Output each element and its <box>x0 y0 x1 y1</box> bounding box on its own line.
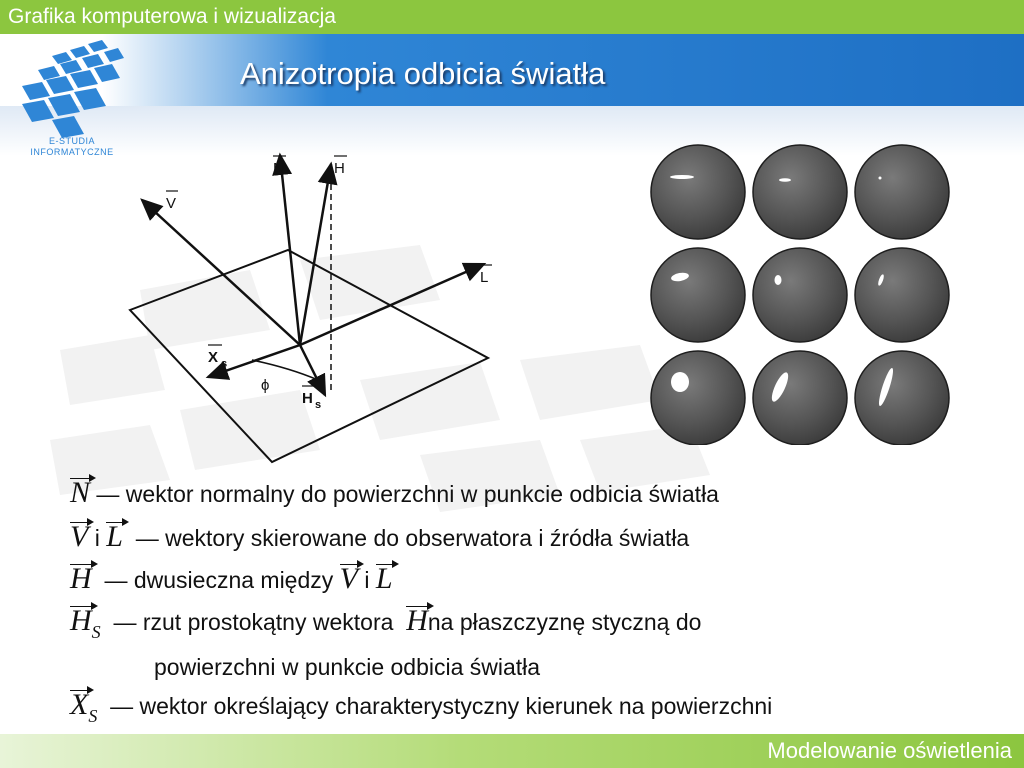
label-H: H <box>334 160 345 177</box>
definition-H <box>70 562 393 596</box>
sphere-3-3 <box>855 351 949 445</box>
label-V: V <box>166 195 177 212</box>
top-bar <box>0 0 1024 34</box>
normal-vector <box>280 155 300 345</box>
definition-N-text: — wektor normalny do powierzchni w punkcie odbicia światła <box>96 481 719 507</box>
sphere-2-3 <box>855 248 949 342</box>
definition-Hs-text2: na płaszczyznę styczną do <box>427 609 702 635</box>
symbol-H-2: H <box>406 604 428 637</box>
symbol-Xs-sub: S <box>88 706 98 726</box>
logo-line2: INFORMATYCZNE <box>30 147 114 157</box>
symbol-L: L <box>106 520 123 553</box>
logo-text <box>22 136 122 158</box>
conj-i-1: i <box>94 525 100 551</box>
tangent-plane <box>130 250 488 462</box>
label-Hs: H <box>302 390 313 407</box>
label-Xs-sub: s <box>221 358 228 370</box>
sphere-2-1 <box>651 248 745 342</box>
definition-Xs <box>70 688 772 727</box>
sphere-1-2 <box>753 145 847 239</box>
slide-title: Anizotropia odbicia światła <box>240 56 606 91</box>
highlight-1-2 <box>779 178 791 182</box>
symbol-N: N <box>70 476 91 509</box>
highlight-3-1 <box>671 372 689 392</box>
section-title: Modelowanie oświetlenia <box>767 738 1012 763</box>
symbol-V-2: V <box>339 562 358 595</box>
conj-i-2: i <box>364 567 370 593</box>
definition-Xs-text: — wektor określający charakterystyczny kierunek na powierzchni <box>110 693 773 719</box>
symbol-Hs: H <box>70 604 92 637</box>
sphere-1-3 <box>855 145 949 239</box>
definition-H-text: — dwusieczna między <box>104 567 334 593</box>
label-phi: ϕ <box>261 377 270 394</box>
definition-V-L-text: — wektory skierowane do obserwatora i źródła światła <box>135 525 690 551</box>
symbol-L-2: L <box>375 562 393 595</box>
symbol-Xs: X <box>70 688 89 721</box>
definition-Hs <box>70 604 701 643</box>
label-L: L <box>480 269 489 286</box>
label-Xs: X <box>208 349 219 366</box>
label-Hs-sub: s <box>315 399 322 411</box>
definition-N <box>70 476 719 510</box>
anisotropy-vector-diagram <box>120 140 500 470</box>
course-title: Grafika komputerowa i wizualizacja <box>8 5 336 28</box>
symbol-H: H <box>70 562 92 595</box>
logo-line1: E-STUDIA <box>48 136 95 146</box>
symbol-V: V <box>70 520 89 553</box>
highlight-1-1 <box>670 175 694 179</box>
highlight-1-3 <box>879 177 882 180</box>
definition-Hs-text: — rzut prostokątny wektora <box>113 609 394 635</box>
sphere-3-1 <box>651 351 745 445</box>
halfway-vector <box>300 164 331 345</box>
sphere-1-1 <box>651 145 745 239</box>
definition-V-L <box>70 520 689 554</box>
light-vector <box>300 264 484 345</box>
definition-Hs-continued <box>154 654 540 681</box>
label-N: N <box>273 160 284 177</box>
sphere-3-2 <box>753 351 847 445</box>
definition-Hs-text3: powierzchni w punkcie odbicia światła <box>154 654 541 680</box>
symbol-Hs-sub: S <box>91 622 101 642</box>
sphere-2-2 <box>753 248 847 342</box>
hs-vector <box>300 345 325 395</box>
anisotropic-spheres-grid <box>640 140 960 445</box>
highlight-2-2 <box>775 275 782 285</box>
bottom-bar <box>0 734 1024 768</box>
view-vector <box>142 200 300 345</box>
